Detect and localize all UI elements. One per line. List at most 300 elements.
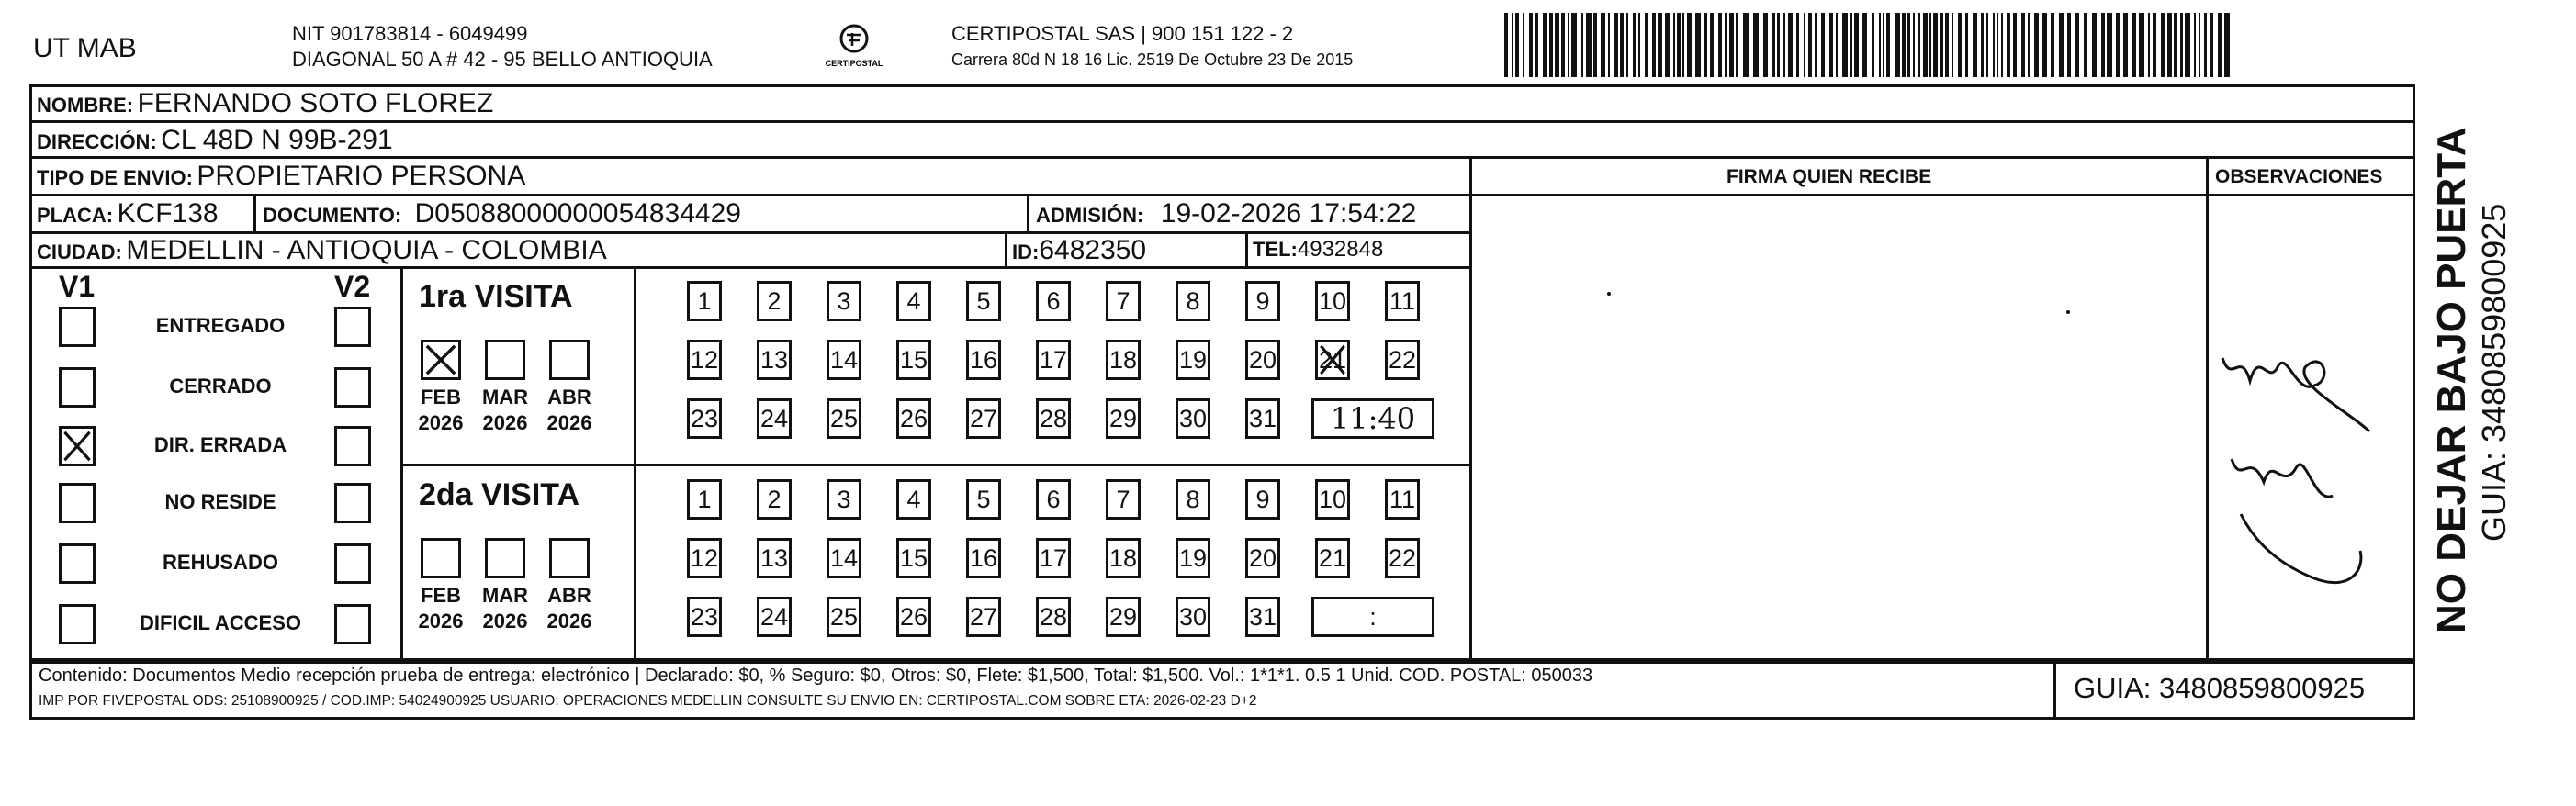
- day-box[interactable]: [1106, 281, 1141, 321]
- barcode-bar: [2092, 13, 2097, 77]
- month-year: 2026: [418, 610, 464, 632]
- time-box[interactable]: :: [1311, 597, 1434, 637]
- day-box[interactable]: [1106, 340, 1141, 380]
- day-number: 6: [1046, 485, 1061, 513]
- day-box[interactable]: [827, 479, 861, 520]
- ciudad-label: CIUDAD:: [37, 241, 122, 263]
- barcode-bar: [1933, 13, 1938, 77]
- day-box[interactable]: [1245, 398, 1280, 439]
- day-box[interactable]: [1315, 281, 1350, 321]
- day-box[interactable]: [757, 281, 792, 321]
- barcode-bar: [1515, 13, 1519, 77]
- day-number: 2: [767, 286, 782, 315]
- day-number: 18: [1108, 345, 1138, 374]
- day-box[interactable]: [827, 281, 861, 321]
- barcode-bar: [1753, 13, 1759, 77]
- day-box[interactable]: [1245, 340, 1280, 380]
- day-number: 5: [976, 485, 991, 513]
- barcode-bar: [2101, 13, 2105, 77]
- visit-title: 2da VISITA: [419, 477, 580, 512]
- barcode-bar: [1543, 13, 1547, 77]
- barcode-bar: [1512, 13, 1513, 77]
- barcode-bar: [2148, 13, 2150, 77]
- barcode-bar: [1504, 13, 1508, 77]
- month-checkbox[interactable]: [421, 340, 461, 380]
- day-number: 16: [969, 543, 998, 572]
- barcode-bar: [1718, 13, 1722, 77]
- day-box[interactable]: [687, 281, 722, 321]
- day-box[interactable]: [1106, 597, 1141, 637]
- month-label: FEB: [421, 386, 461, 409]
- day-number: 2: [767, 485, 782, 513]
- barcode-bar: [1620, 13, 1624, 77]
- barcode-bar: [1783, 13, 1785, 77]
- barcode-bar: [2013, 13, 2017, 77]
- barcode-bar: [1952, 13, 1953, 77]
- day-box[interactable]: [896, 538, 931, 578]
- day-number: 21: [1318, 543, 1347, 572]
- day-box[interactable]: [1176, 281, 1210, 321]
- day-box[interactable]: [827, 398, 861, 439]
- month-year: 2026: [546, 610, 592, 632]
- day-number: 1: [697, 286, 712, 315]
- barcode-bar: [1633, 13, 1636, 77]
- placa-label: PLACA:: [37, 204, 114, 227]
- side-line2: GUIA: 3480859800925: [2475, 203, 2513, 542]
- side-text: [2424, 110, 2525, 633]
- day-box[interactable]: [966, 398, 1001, 439]
- status-label: REHUSADO: [163, 551, 278, 574]
- day-box[interactable]: [1176, 479, 1210, 520]
- barcode-bar: [1645, 13, 1648, 77]
- day-box[interactable]: [827, 340, 861, 380]
- barcode-bar: [1763, 13, 1768, 77]
- day-box[interactable]: [1315, 538, 1350, 578]
- direccion-label: DIRECCIÓN:: [37, 130, 157, 153]
- barcode-bar: [1808, 13, 1812, 77]
- admision-row: [1036, 200, 1416, 228]
- documento-row: [263, 200, 741, 228]
- day-box[interactable]: [1245, 281, 1280, 321]
- barcode-bar: [2161, 13, 2165, 77]
- day-number: 20: [1248, 543, 1277, 572]
- tel-label: TEL:: [1253, 238, 1298, 261]
- checkbox-v2-3[interactable]: [334, 483, 371, 523]
- day-box[interactable]: [687, 398, 722, 439]
- day-number: 3: [837, 286, 851, 315]
- barcode-bar: [2224, 13, 2230, 77]
- barcode-bar: [1804, 13, 1805, 77]
- day-number: 15: [899, 543, 928, 572]
- barcode-bar: [2021, 13, 2025, 77]
- day-box[interactable]: [1106, 398, 1141, 439]
- day-number: 11: [1389, 485, 1416, 513]
- day-box[interactable]: [827, 597, 861, 637]
- day-box[interactable]: [757, 340, 792, 380]
- barcode-bar: [2007, 13, 2010, 77]
- id-label: ID:: [1012, 241, 1040, 263]
- status-label: ENTREGADO: [155, 314, 286, 337]
- barcode-bar: [2210, 13, 2213, 77]
- day-box[interactable]: [687, 479, 722, 520]
- barcode-bar: [1872, 13, 1874, 77]
- barcode-bar: [2153, 13, 2156, 77]
- day-number: 17: [1039, 543, 1068, 572]
- day-box[interactable]: [1036, 281, 1071, 321]
- barcode-bar: [2123, 13, 2128, 77]
- barcode-bar: [2204, 13, 2207, 77]
- time-box[interactable]: 11:40: [1311, 398, 1434, 439]
- barcode-bar: [1571, 13, 1577, 77]
- barcode-bar: [1815, 13, 1817, 77]
- barcode-bar: [1704, 13, 1707, 77]
- barcode-bar: [1608, 13, 1610, 77]
- barcode-bar: [1902, 13, 1906, 77]
- barcode-bar: [1586, 13, 1592, 77]
- barcode-bar: [1788, 13, 1793, 77]
- barcode-bar: [1687, 13, 1692, 77]
- barcode-bar: [1682, 13, 1684, 77]
- barcode-bar: [1673, 13, 1675, 77]
- day-box[interactable]: [757, 398, 792, 439]
- month-checkbox[interactable]: [549, 340, 590, 380]
- day-box[interactable]: [1385, 281, 1420, 321]
- month-label: ABR: [547, 584, 591, 607]
- barcode-bar: [1593, 13, 1597, 77]
- barcode-bar: [1862, 13, 1867, 77]
- day-number: 22: [1388, 543, 1417, 572]
- day-box[interactable]: [1385, 479, 1420, 520]
- status-label: DIR. ERRADA: [153, 433, 287, 456]
- day-number: 17: [1039, 345, 1068, 374]
- month-label: ABR: [547, 386, 591, 409]
- day-box[interactable]: [1315, 340, 1350, 380]
- day-box[interactable]: [966, 597, 1001, 637]
- barcode-bar: [2194, 13, 2196, 77]
- day-number: 28: [1039, 404, 1068, 432]
- barcode-bar: [2180, 13, 2183, 77]
- day-number: 24: [759, 404, 789, 432]
- barcode-bar: [2174, 13, 2177, 77]
- day-number: 4: [906, 286, 921, 315]
- barcode-bar: [1997, 13, 1998, 77]
- day-number: 23: [690, 404, 719, 432]
- id-row: [1012, 237, 1146, 264]
- day-number: 13: [759, 543, 789, 572]
- day-box[interactable]: [757, 597, 792, 637]
- day-number: 15: [899, 345, 928, 374]
- checkbox-v1-4[interactable]: [59, 543, 96, 584]
- day-box[interactable]: [896, 398, 931, 439]
- company-license: Carrera 80d N 18 16 Lic. 2519 De Octubre 23 De 2015: [951, 50, 1354, 69]
- day-number: 27: [969, 404, 998, 432]
- admision-label: ADMISIÓN:: [1036, 204, 1144, 227]
- day-box[interactable]: [1385, 538, 1420, 578]
- day-number: 12: [690, 345, 719, 374]
- checkbox-v2-0[interactable]: [334, 307, 371, 347]
- barcode-bar: [1529, 13, 1533, 77]
- day-box[interactable]: [1036, 479, 1071, 520]
- barcode-bar: [1929, 13, 1931, 77]
- logo-text: CERTIPOSTAL: [825, 59, 883, 68]
- barcode-bar: [2167, 13, 2172, 77]
- month-label: MAR: [481, 584, 529, 607]
- day-box[interactable]: [1036, 398, 1071, 439]
- documento-value: D05088000000054834429: [414, 198, 741, 229]
- barcode-bar: [1842, 13, 1848, 77]
- placa-row: [37, 200, 219, 228]
- barcode-bar: [1940, 13, 1943, 77]
- day-number: 22: [1388, 345, 1417, 374]
- month-label: MAR: [481, 386, 529, 409]
- day-number: 19: [1178, 543, 1208, 572]
- barcode-bar: [1886, 13, 1890, 77]
- handwritten-signature: [2213, 330, 2379, 606]
- barcode-bar: [1895, 13, 1900, 77]
- barcode-bar: [1907, 13, 1910, 77]
- day-number: 16: [969, 345, 998, 374]
- day-box[interactable]: [1245, 479, 1280, 520]
- barcode-bar: [1665, 13, 1670, 77]
- day-number: 5: [976, 286, 991, 315]
- checkbox-v1-0[interactable]: [59, 307, 96, 347]
- day-number: 8: [1186, 485, 1200, 513]
- footer-contenido: Contenido: Documentos Medio recepción prueba de entrega: electrónico | Declarado: $0, % Seguro: $0, Otros: $0, Flete: $1,500, Total: $1,500. Vol.: 1*1*1. 0.5 1 Unid. COD. POSTAL: 050033: [39, 666, 1593, 686]
- day-number: 29: [1108, 602, 1138, 631]
- day-number: 30: [1178, 404, 1208, 432]
- month-checkbox[interactable]: [549, 538, 590, 578]
- barcode-bar: [1736, 13, 1738, 77]
- day-number: 8: [1186, 286, 1200, 315]
- barcode-bar: [1652, 13, 1656, 77]
- day-box[interactable]: [1315, 479, 1350, 520]
- day-box[interactable]: [1036, 340, 1071, 380]
- barcode-bar: [1854, 13, 1859, 77]
- visit-title: 1ra VISITA: [419, 279, 573, 314]
- barcode-bar: [1923, 13, 1928, 77]
- day-number: 9: [1255, 485, 1270, 513]
- day-box[interactable]: [1245, 538, 1280, 578]
- day-box[interactable]: [1176, 597, 1210, 637]
- day-number: 30: [1178, 602, 1208, 631]
- checkbox-v2-4[interactable]: [334, 543, 371, 584]
- barcode-bar: [1879, 13, 1881, 77]
- v1-label: V1: [59, 270, 96, 303]
- observaciones-label: OBSERVACIONES: [2215, 166, 2383, 187]
- day-number: 25: [829, 404, 859, 432]
- day-number: 11: [1389, 286, 1416, 315]
- sender-code: UT MAB: [33, 33, 137, 63]
- nombre-label: NOMBRE:: [37, 94, 134, 117]
- barcode-bar: [2051, 13, 2054, 77]
- day-box[interactable]: [687, 538, 722, 578]
- barcode-bar: [1836, 13, 1838, 77]
- day-number: 13: [759, 345, 789, 374]
- barcode-bar: [1549, 13, 1553, 77]
- barcode-bar: [2084, 13, 2087, 77]
- day-number: 14: [829, 345, 859, 374]
- barcode-bar: [1993, 13, 1995, 77]
- day-box[interactable]: [1176, 538, 1210, 578]
- day-number: 31: [1248, 602, 1277, 631]
- barcode-bar: [1658, 13, 1662, 77]
- month-label: FEB: [421, 584, 461, 607]
- day-number: 10: [1318, 485, 1347, 513]
- barcode-bar: [1913, 13, 1915, 77]
- day-number: 7: [1116, 485, 1131, 513]
- checkbox-v1-5[interactable]: [59, 604, 96, 644]
- firma-label: FIRMA QUIEN RECIBE: [1727, 166, 1932, 187]
- day-box[interactable]: [1036, 538, 1071, 578]
- footer-guia: GUIA: 3480859800925: [2074, 672, 2366, 704]
- month-year: 2026: [418, 411, 464, 434]
- day-number: 20: [1248, 345, 1277, 374]
- barcode-bar: [1973, 13, 1977, 77]
- barcode-bar: [1850, 13, 1852, 77]
- day-box[interactable]: [827, 538, 861, 578]
- checkbox-v2-5[interactable]: [334, 604, 371, 644]
- barcode-bar: [1821, 13, 1825, 77]
- month-checkbox[interactable]: [485, 538, 525, 578]
- day-box[interactable]: [1106, 538, 1141, 578]
- tipo-label: TIPO DE ENVIO:: [37, 166, 193, 189]
- day-box[interactable]: [1106, 479, 1141, 520]
- day-number: 10: [1318, 286, 1347, 315]
- day-number: 26: [899, 602, 928, 631]
- placa-value: KCF138: [117, 198, 219, 229]
- month-year: 2026: [482, 610, 528, 632]
- checkbox-v2-1[interactable]: [334, 367, 371, 408]
- ciudad-value: MEDELLIN - ANTIOQUIA - COLOMBIA: [126, 235, 607, 265]
- barcode-bar: [1772, 13, 1775, 77]
- checkbox-v1-1[interactable]: [59, 367, 96, 408]
- barcode-bar: [2001, 13, 2003, 77]
- day-box[interactable]: [687, 597, 722, 637]
- day-box[interactable]: [1176, 398, 1210, 439]
- barcode-bar: [1626, 13, 1628, 77]
- company-name: CERTIPOSTAL SAS | 900 151 122 - 2: [951, 22, 1294, 45]
- barcode-bar: [1945, 13, 1949, 77]
- day-box[interactable]: [1176, 340, 1210, 380]
- day-number: 14: [829, 543, 859, 572]
- month-checkbox[interactable]: [485, 340, 525, 380]
- barcode-bar: [1986, 13, 1988, 77]
- barcode-bar: [1829, 13, 1833, 77]
- tel-value: 4932848: [1297, 237, 1384, 262]
- barcode-bar: [1710, 13, 1714, 77]
- day-box[interactable]: [1385, 340, 1420, 380]
- barcode-bar: [2218, 13, 2222, 77]
- month-checkbox[interactable]: [421, 538, 461, 578]
- day-box[interactable]: [966, 281, 1001, 321]
- day-box[interactable]: [896, 479, 931, 520]
- day-box[interactable]: [1245, 597, 1280, 637]
- barcode-bar: [2185, 13, 2190, 77]
- sender-nit: NIT 901783814 - 6049499: [292, 22, 528, 45]
- barcode-bar: [1601, 13, 1605, 77]
- barcode-bar: [1568, 13, 1569, 77]
- status-label: CERRADO: [169, 375, 272, 397]
- day-number: 27: [969, 602, 998, 631]
- day-box[interactable]: [896, 281, 931, 321]
- barcode-bar: [1743, 13, 1749, 77]
- footer-imp: IMP POR FIVEPOSTAL ODS: 25108900925 / COD.IMP: 54024900925 USUARIO: OPERACIONES MEDELLIN CONSULTE SU ENVIO EN: CERTIPOSTAL.COM SOBRE ETA: 2026-02-23 D+2: [39, 693, 1257, 709]
- day-box[interactable]: [1036, 597, 1071, 637]
- day-box[interactable]: [757, 479, 792, 520]
- day-number: 6: [1046, 286, 1061, 315]
- barcode-bar: [1981, 13, 1984, 77]
- v2-label: V2: [334, 270, 371, 303]
- checkbox-v1-3[interactable]: [59, 483, 96, 523]
- tipo-row: [37, 162, 525, 190]
- certipostal-logo: [825, 20, 883, 72]
- barcode-bar: [1958, 13, 1962, 77]
- status-label: NO RESIDE: [164, 490, 276, 513]
- barcode-bar: [1614, 13, 1618, 77]
- day-number: 19: [1178, 345, 1208, 374]
- day-box[interactable]: [966, 340, 1001, 380]
- id-value: 6482350: [1039, 235, 1147, 265]
- status-label: DIFICIL ACCESO: [139, 611, 301, 634]
- ciudad-row: [37, 237, 607, 264]
- barcode-bar: [1677, 13, 1681, 77]
- day-number: 31: [1248, 404, 1277, 432]
- day-number: 24: [759, 602, 789, 631]
- day-number: 23: [690, 602, 719, 631]
- barcode-bar: [1555, 13, 1559, 77]
- direccion-value: CL 48D N 99B-291: [161, 125, 393, 155]
- side-line1: NO DEJAR BAJO PUERTA: [2429, 127, 2474, 633]
- barcode-bar: [1777, 13, 1780, 77]
- barcode-bar: [2199, 13, 2200, 77]
- month-year: 2026: [546, 411, 592, 434]
- checkbox-v2-2[interactable]: [334, 426, 371, 466]
- day-box[interactable]: [757, 538, 792, 578]
- barcode-bar: [1965, 13, 1968, 77]
- day-number: 26: [899, 404, 928, 432]
- barcode-bar: [2042, 13, 2047, 77]
- day-number: 4: [906, 485, 921, 513]
- day-number: 21: [1318, 345, 1347, 374]
- barcode-bar: [2067, 13, 2071, 77]
- barcode-bar: [1523, 13, 1524, 77]
- day-number: 18: [1108, 543, 1138, 572]
- day-number: 1: [697, 485, 712, 513]
- nombre-value: FERNANDO SOTO FLOREZ: [137, 88, 494, 118]
- day-box[interactable]: [966, 538, 1001, 578]
- barcode-bar: [2116, 13, 2120, 77]
- day-number: 12: [690, 543, 719, 572]
- checkbox-v1-2[interactable]: [59, 426, 96, 466]
- barcode-bar: [2132, 13, 2136, 77]
- month-year: 2026: [482, 411, 528, 434]
- barcode: [1504, 13, 2233, 77]
- day-box[interactable]: [896, 340, 931, 380]
- barcode-bar: [2028, 13, 2030, 77]
- day-number: 3: [837, 485, 851, 513]
- documento-label: DOCUMENTO:: [263, 204, 402, 227]
- nombre-row: [37, 90, 493, 118]
- barcode-bar: [1695, 13, 1701, 77]
- barcode-bar: [1918, 13, 1920, 77]
- tipo-value: PROPIETARIO PERSONA: [197, 161, 526, 191]
- day-box[interactable]: [687, 340, 722, 380]
- day-box[interactable]: [966, 479, 1001, 520]
- day-number: 9: [1255, 286, 1270, 315]
- barcode-bar: [1729, 13, 1734, 77]
- day-box[interactable]: [896, 597, 931, 637]
- barcode-bar: [1535, 13, 1538, 77]
